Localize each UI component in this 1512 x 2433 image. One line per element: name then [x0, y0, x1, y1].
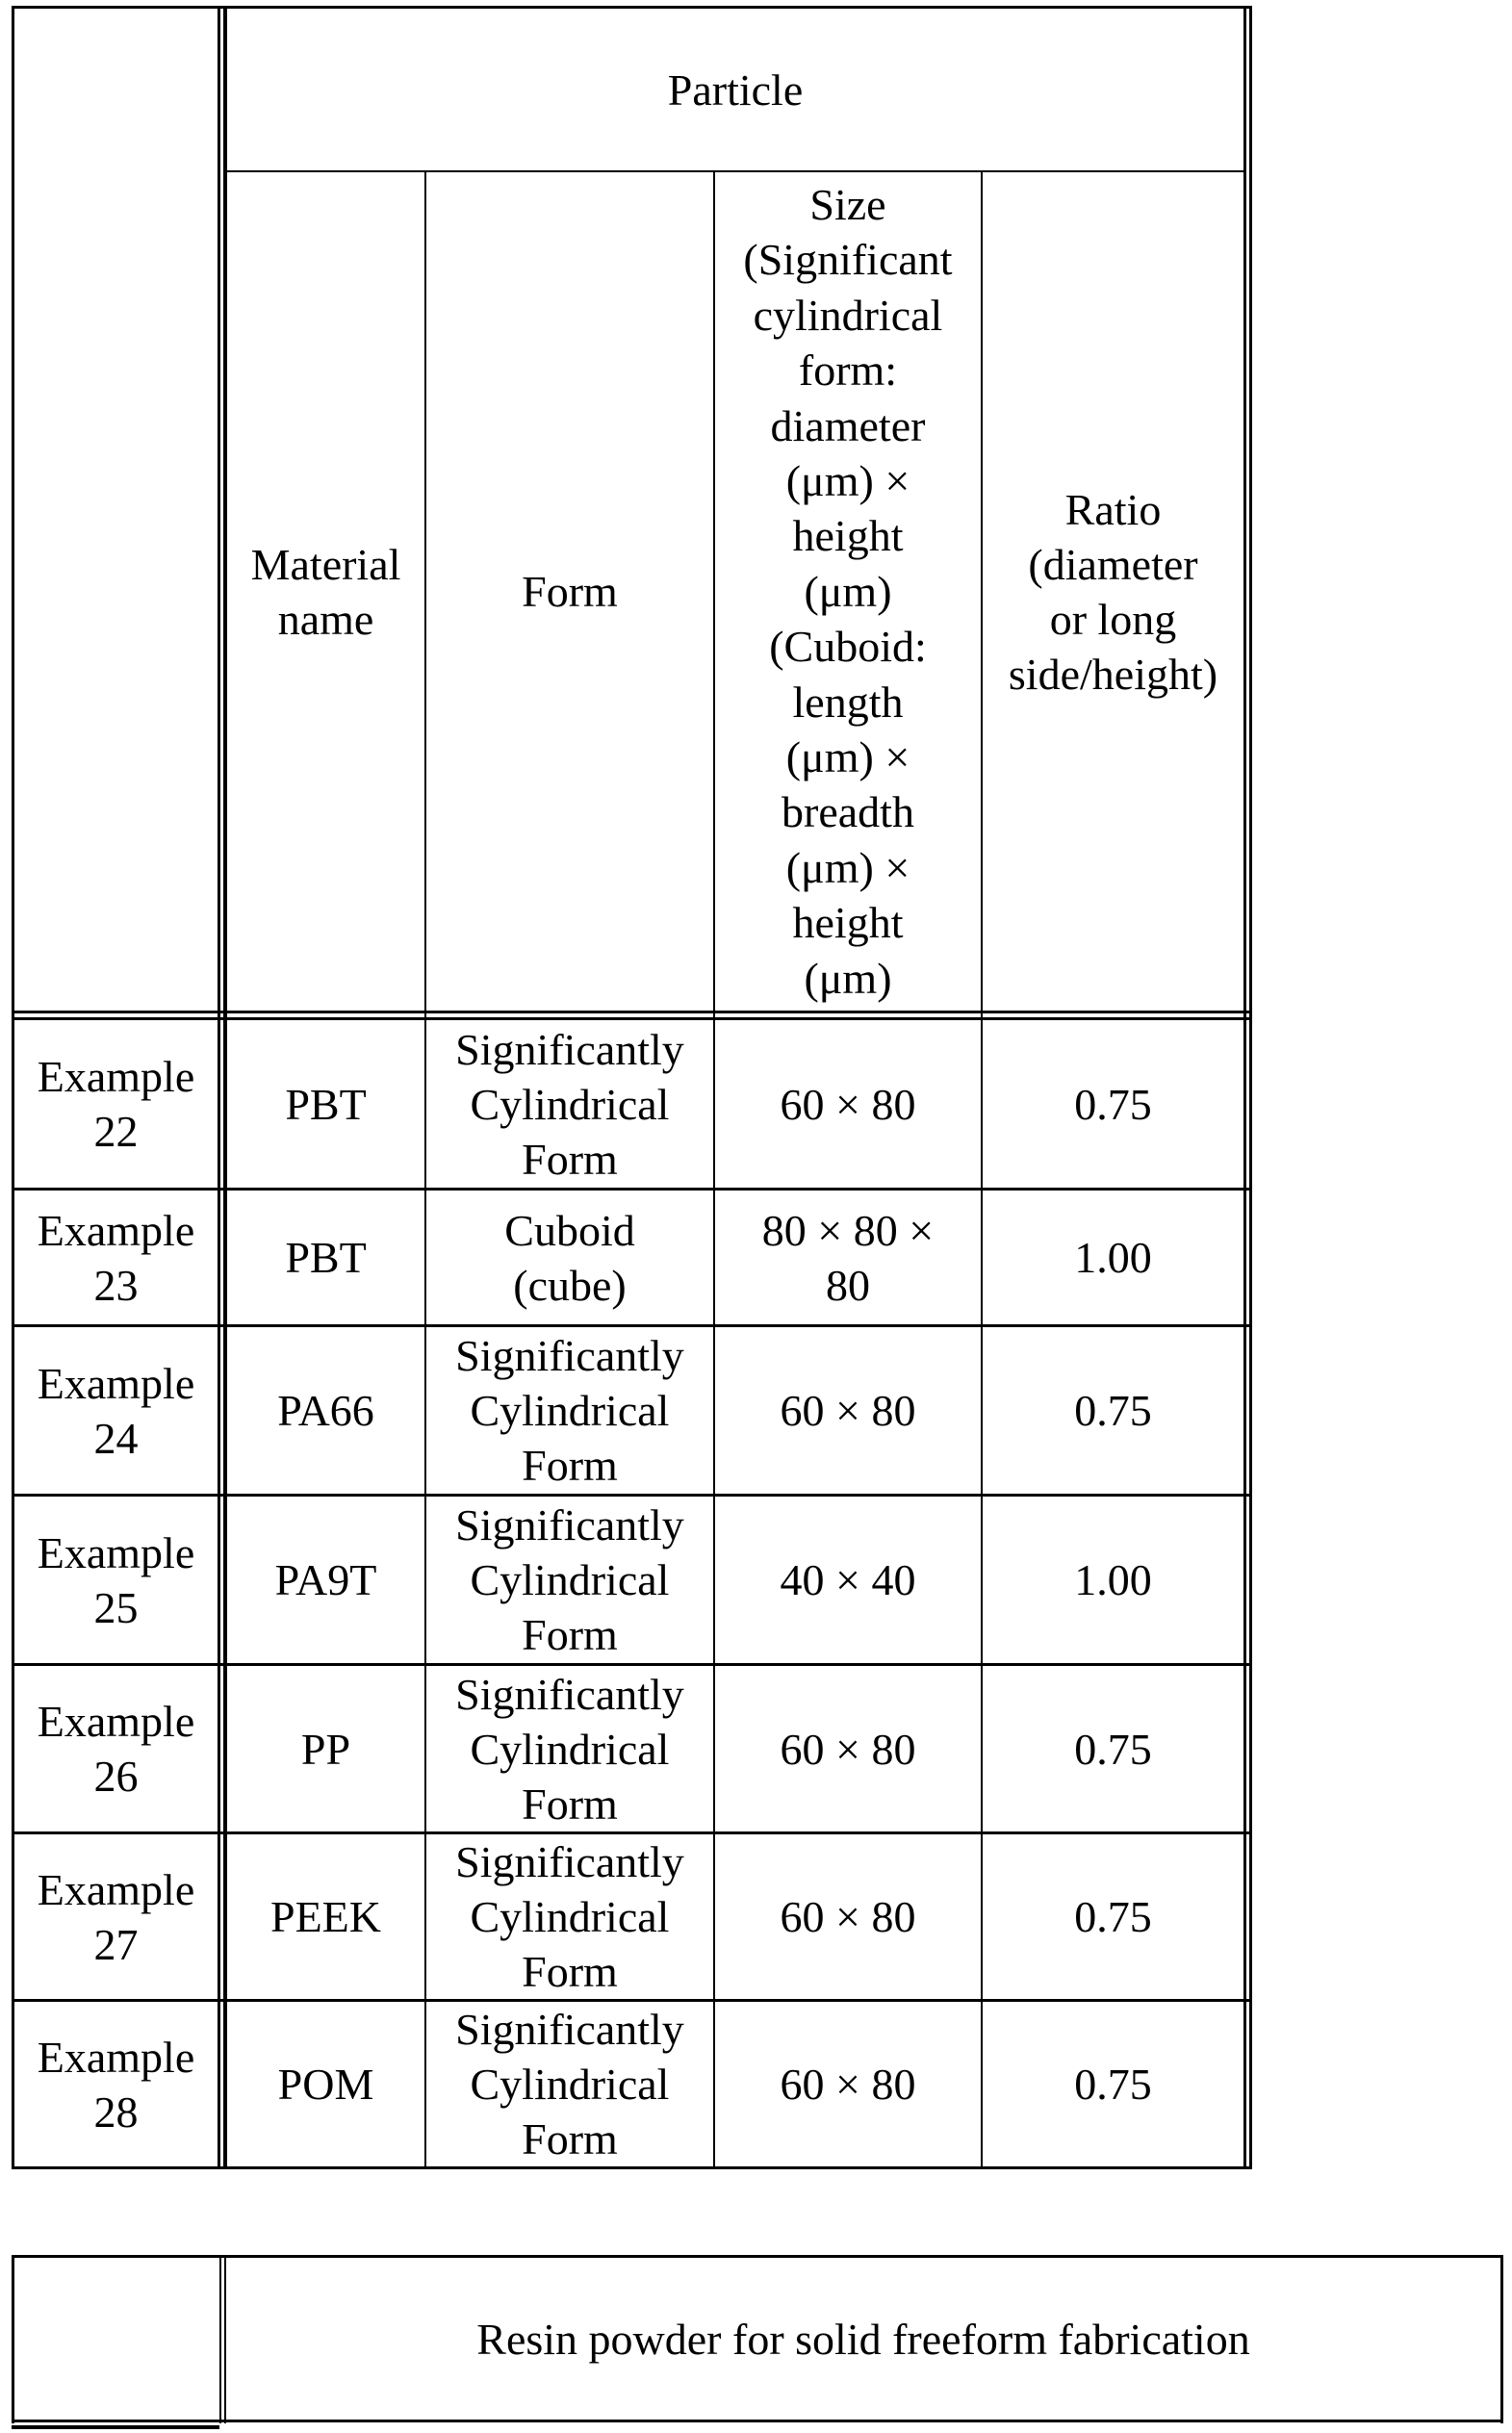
- cell-size: 60 × 80: [780, 1724, 916, 1774]
- column-divider-double-a: [219, 2255, 221, 2423]
- table-border-bottom: [12, 2420, 1503, 2422]
- table-border-right-a: [1243, 6, 1246, 2169]
- cell-ratio: 1.00: [1074, 1555, 1152, 1604]
- cell-ratio: 0.75: [1074, 1386, 1152, 1435]
- cell-size: 60 × 80: [780, 2060, 916, 2109]
- cell-ratio: 1.00: [1074, 1233, 1152, 1282]
- cell-material: PEEK: [270, 1892, 381, 1941]
- cell-material: PA66: [277, 1386, 374, 1435]
- bottom-table-title: Resin powder for solid freeform fabrication: [476, 2314, 1250, 2364]
- cell-form: Significantly Cylindrical Form: [455, 1500, 684, 1659]
- column-header-ratio: Ratio (diameter or long side/height): [1008, 484, 1218, 699]
- cell-form: Significantly Cylindrical Form: [455, 1837, 684, 1996]
- row-label: Example 22: [37, 1052, 195, 1156]
- row-label: Example 25: [37, 1527, 195, 1632]
- cell-form: Significantly Cylindrical Form: [455, 1024, 684, 1184]
- cell-size: 40 × 40: [780, 1555, 916, 1604]
- cell-material: PA9T: [274, 1555, 377, 1604]
- bottom-table-label: [14, 2258, 219, 2420]
- cell-form: Significantly Cylindrical Form: [455, 2005, 684, 2164]
- table-border-bottom: [12, 2166, 1252, 2169]
- column-header-form: Form: [522, 567, 618, 616]
- cell-material: PBT: [285, 1233, 367, 1282]
- table-border-right-b: [1249, 6, 1252, 2169]
- cell-form: Significantly Cylindrical Form: [455, 1331, 684, 1490]
- cell-size: 80 × 80 × 80: [761, 1205, 935, 1310]
- header-divider-double-a: [12, 1011, 1252, 1013]
- row-label: Example 24: [37, 1358, 195, 1463]
- cell-form: Significantly Cylindrical Form: [455, 1669, 684, 1829]
- row-label: Example 27: [37, 1864, 195, 1969]
- table-border-right: [1500, 2255, 1503, 2423]
- first-column-underline: [12, 2425, 219, 2429]
- group-header-particle: Particle: [667, 64, 804, 115]
- cell-material: PBT: [285, 1079, 367, 1129]
- row-label: Example 26: [37, 1697, 195, 1801]
- row-label: Example 23: [37, 1205, 195, 1310]
- cell-ratio: 0.75: [1074, 1079, 1152, 1129]
- cell-size: 60 × 80: [780, 1386, 916, 1435]
- cell-size: 60 × 80: [780, 1079, 916, 1129]
- cell-material: PP: [300, 1724, 351, 1774]
- column-header-material: Material name: [250, 539, 401, 644]
- cell-material: POM: [277, 2060, 374, 2109]
- cell-ratio: 0.75: [1074, 1892, 1152, 1941]
- column-header-size: Size (Significant cylindrical form: diameter (μm) × height (μm) (Cuboid: length (μm) × breadth (μm) × height (μm): [743, 179, 953, 1003]
- row-label: Example 28: [37, 2032, 195, 2137]
- cell-ratio: 0.75: [1074, 2060, 1152, 2109]
- cell-form: Cuboid (cube): [504, 1205, 635, 1310]
- cell-size: 60 × 80: [780, 1892, 916, 1941]
- cell-ratio: 0.75: [1074, 1724, 1152, 1774]
- column-divider-double-a: [218, 6, 220, 2169]
